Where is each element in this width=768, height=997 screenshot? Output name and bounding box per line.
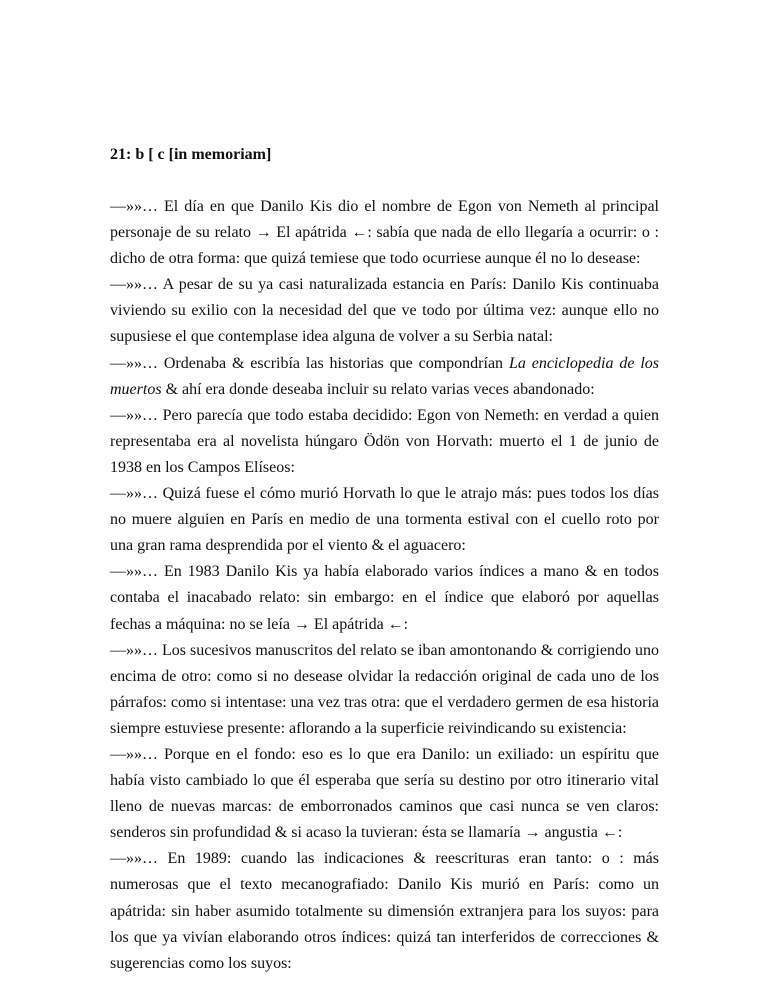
paragraph [110, 742, 659, 846]
paragraph [110, 638, 659, 742]
paragraph-text: & ahí era donde deseaba incluir su relato varias veces abandonado: [161, 380, 595, 398]
paragraph [110, 403, 659, 481]
paragraph-text: —»»… Ordenaba & escribía las historias que compondrían [110, 354, 509, 372]
paragraph [110, 559, 659, 637]
paragraph-text: —»»… A pesar de su ya casi naturalizada estancia en París: Danilo Kis continuaba viviendo su exilio con la necesidad del que ve todo por última vez: aunque ello no supusiese el que contemplase idea alguna de volver a su Serbia natal: [110, 276, 659, 346]
paragraph [110, 481, 659, 559]
paragraph-text: —»»… Porque en el fondo: eso es lo que era Danilo: un exiliado: un espíritu que había visto cambiado lo que él esperaba que sería su destino por otro itinerario vital lleno de nuevas marcas: de emborronados caminos que casi nunca se ven claros: senderos sin profundidad & si acaso la tuvieran: ésta se llamaría → angustia ←: [110, 745, 659, 842]
paragraph [110, 846, 659, 976]
body-text [110, 194, 659, 977]
paragraph [110, 351, 659, 403]
paragraph-text: —»»… Pero parecía que todo estaba decidido: Egon von Nemeth: en verdad a quien representaba era al novelista húngaro Ödön von Horvath: muerto el 1 de junio de 1938 en los Campos Elíseos: [110, 406, 659, 476]
book-title: La enciclopedia de los muertos [110, 354, 659, 398]
paragraph-text: —»»… En 1989: cuando las indicaciones & reescrituras eran tanto: o : más numerosas que el texto mecanografiado: Danilo Kis murió en París: como un apátrida: sin haber asumido totalmente su dimensión extranjera para los suyos: para los que ya vivían elaborando otros índices: quizá tan interferidos de correcciones & sugerencias como los suyos: [110, 850, 659, 972]
paragraph-text: —»»… Quizá fuese el cómo murió Horvath lo que le atrajo más: pues todos los días no muere alguien en París en medio de una tormenta estival con el cuello roto por una gran rama desprendida por el viento & el aguacero: [110, 485, 659, 555]
paragraph-text: —»»… Los sucesivos manuscritos del relato se iban amontonando & corrigiendo uno encima de otro: como si no desease olvidar la redacción original de cada uno de los párrafos: como si intentase: una vez tras otra: que el verdadero germen de esa historia siempre estuviese presente: aflorando a la superficie reivindicando su existencia: [110, 641, 659, 737]
chapter-heading: 21: b [ c [in memoriam] [110, 146, 272, 163]
paragraph [110, 194, 659, 272]
paragraph [110, 272, 659, 350]
paragraph-text: —»»… En 1983 Danilo Kis ya había elaborado varios índices a mano & en todos contaba el inacabado relato: sin embargo: en el índice que elaboró por aquellas fechas a máquina: no se leía → El apátrida ←: [110, 563, 659, 633]
paragraph-text: —»»… El día en que Danilo Kis dio el nombre de Egon von Nemeth al principal personaje de su relato → El apátrida ←: sabía que nada de ello llegaría a ocurrir: o : dicho de otra forma: que quizá temiese que todo ocurriese aunque él no lo desease: [110, 198, 659, 268]
